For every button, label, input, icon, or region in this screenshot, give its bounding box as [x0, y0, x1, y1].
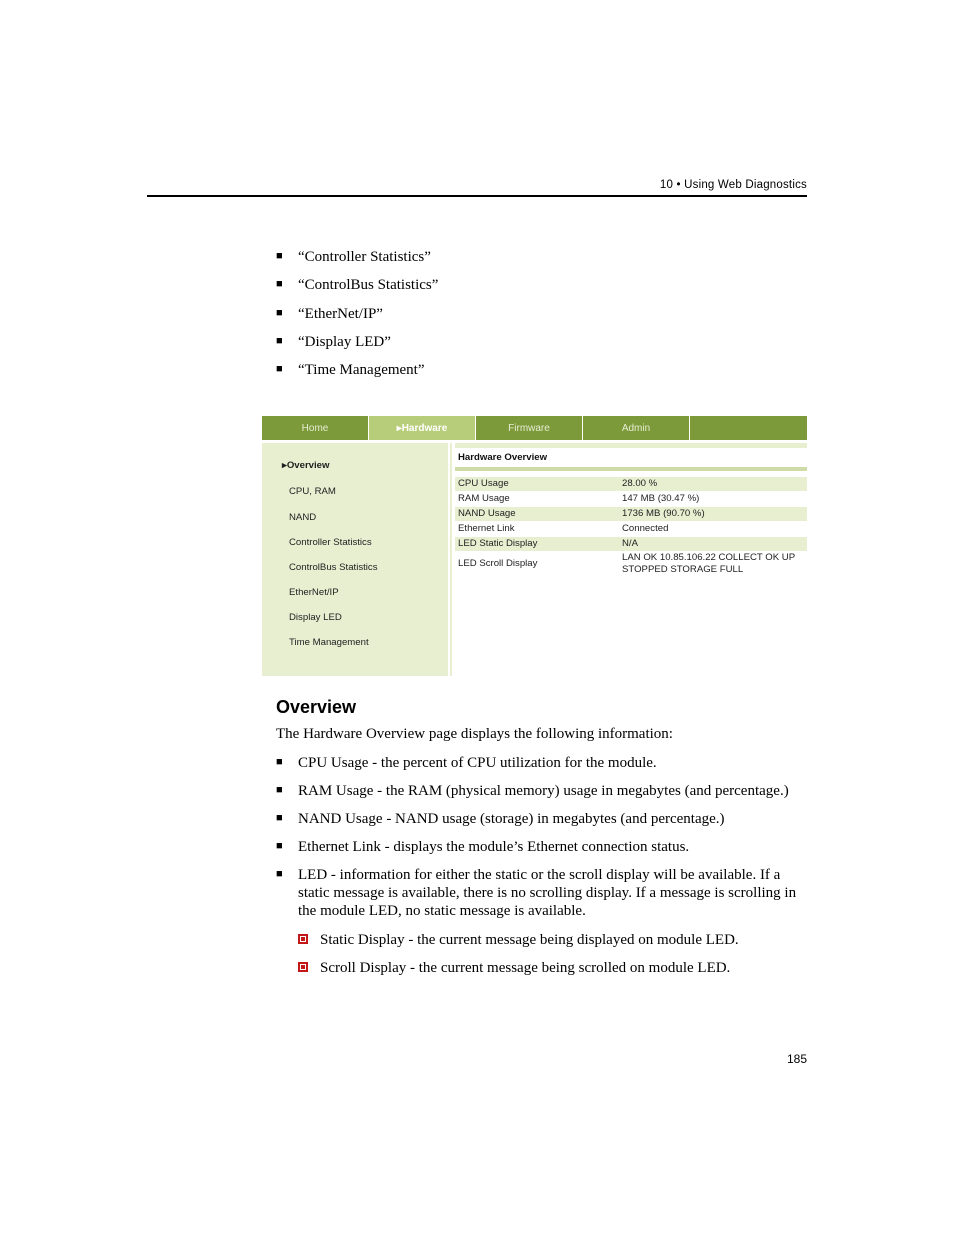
table-row — [455, 537, 807, 551]
table-row — [455, 507, 807, 521]
row-label: Ethernet Link — [458, 523, 515, 534]
list-item: ■ “Controller Statistics” — [276, 249, 431, 265]
square-bullet-icon: ■ — [276, 363, 283, 376]
tab-firmware[interactable]: Firmware — [476, 416, 583, 440]
row-value: N/A — [622, 538, 638, 549]
square-bullet-icon: ■ — [276, 278, 283, 291]
sidebar-item-controlbus-statistics[interactable]: ControlBus Statistics — [289, 562, 378, 573]
table-row — [455, 477, 807, 491]
square-bullet-icon: ■ — [276, 812, 283, 824]
sidebar-item-controller-statistics[interactable]: Controller Statistics — [289, 537, 372, 548]
list-item: ■ CPU Usage - the percent of CPU utilization for the module. — [276, 755, 657, 771]
sidebar-item-cpu-ram[interactable]: CPU, RAM — [289, 486, 336, 497]
sidebar-item-ethernet-ip[interactable]: EtherNet/IP — [289, 587, 339, 598]
row-label: CPU Usage — [458, 478, 509, 489]
row-label: LED Scroll Display — [458, 558, 538, 569]
list-item: ■ NAND Usage - NAND usage (storage) in megabytes (and percentage.) — [276, 811, 725, 827]
row-value: 147 MB (30.47 %) — [622, 493, 700, 504]
tab-admin[interactable]: Admin — [583, 416, 690, 440]
info-list — [276, 754, 816, 930]
square-bullet-icon: ■ — [276, 756, 283, 768]
section-intro: The Hardware Overview page displays the following information: — [276, 726, 673, 742]
sidebar-item-overview[interactable]: ▸Overview — [282, 460, 330, 471]
content-top-band — [455, 443, 807, 448]
sidebar-divider — [450, 443, 452, 676]
page-number: 185 — [786, 1052, 807, 1066]
header-rule — [147, 195, 807, 197]
list-item: ■ “EtherNet/IP” — [276, 305, 383, 322]
table-row — [455, 552, 807, 580]
sidebar-item-display-led[interactable]: Display LED — [289, 612, 342, 623]
row-label: RAM Usage — [458, 493, 510, 504]
table-row — [455, 522, 807, 536]
square-bullet-icon: ■ — [276, 306, 283, 319]
sub-list — [298, 931, 818, 987]
row-value-line2: STOPPED STORAGE FULL — [622, 564, 744, 575]
tab-empty — [690, 416, 807, 440]
tab-hardware[interactable]: ▸Hardware — [369, 416, 476, 440]
sidebar-item-time-management[interactable]: Time Management — [289, 637, 369, 648]
square-bullet-icon: ■ — [276, 784, 283, 796]
sidebar — [262, 443, 448, 676]
running-header: 10 • Using Web Diagnostics — [659, 179, 807, 191]
list-item: ■ “Display LED” — [276, 333, 391, 350]
list-item: Scroll Display - the current message being scrolled on module LED. — [298, 959, 818, 977]
row-value: 1736 MB (90.70 %) — [622, 508, 705, 519]
square-bullet-icon: ■ — [276, 250, 283, 262]
list-item: ■ Ethernet Link - displays the module’s Ethernet connection status. — [276, 839, 690, 855]
square-bullet-icon: ■ — [276, 840, 283, 852]
list-item: ■ LED - information for either the static or the scroll display will be available. If a static message is available, there is no scrolling display. If a message is scrolling in the module LED, no static message is available. — [276, 867, 797, 919]
section-heading: Overview — [276, 697, 357, 717]
row-value: LAN OK 10.85.106.22 COLLECT OK UP — [622, 552, 796, 563]
row-label: NAND Usage — [458, 508, 516, 519]
sidebar-item-nand[interactable]: NAND — [289, 512, 317, 523]
nav-tabs — [262, 416, 807, 440]
row-label: LED Static Display — [458, 538, 538, 549]
hardware-overview-screenshot — [262, 416, 807, 676]
square-bullet-icon: ■ — [276, 334, 283, 347]
intro-list — [276, 248, 816, 389]
content-title: Hardware Overview — [458, 452, 548, 463]
list-item: ■ “Time Management” — [276, 362, 425, 379]
table-row — [455, 492, 807, 506]
square-bullet-icon: ■ — [276, 868, 283, 880]
row-value: Connected — [622, 523, 669, 534]
list-item: ■ “ControlBus Statistics” — [276, 277, 439, 294]
red-square-bullet-icon — [298, 934, 308, 944]
list-item: ■ RAM Usage - the RAM (physical memory) usage in megabytes (and percentage.) — [276, 783, 789, 799]
title-underline — [455, 467, 807, 471]
row-value: 28.00 % — [622, 478, 658, 489]
tab-home[interactable]: Home — [262, 416, 369, 440]
list-item: Static Display - the current message being displayed on module LED. — [298, 931, 818, 949]
red-square-bullet-icon — [298, 962, 308, 972]
